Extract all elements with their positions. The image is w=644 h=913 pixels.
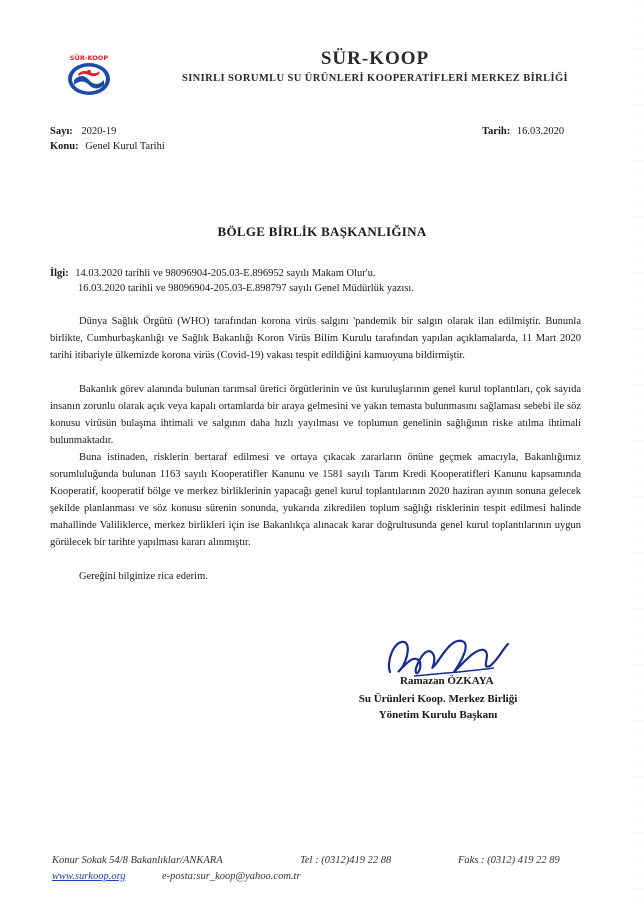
surkoop-logo (64, 52, 114, 98)
footer-email: e-posta:sur_koop@yahoo.com.tr (162, 871, 301, 882)
tarih-row (482, 126, 564, 137)
tarih-label: Tarih: (482, 126, 511, 137)
paragraph-3: Buna istinaden, risklerin bertaraf edilmesi ve ortaya çıkacak zararların önüne geçmek amacıyla, Bakanlığımız sorumluluğunda bulunan 1163 sayılı Kooperatifler Kanunu ve 1581 sayılı Tarım Kredi Kooperatifleri Kanunu kapsamında Kooperatif, kooperatif bölge ve merkez birliklerinin yapacağı genel kurul toplantılarının 2020 haziran ayının sonuna gelecek şekilde planlanması ve söz konusu sürenin sonunda, yukarıda zikredilen toplum sağlığı risklerinin tespit edilmesi halinde mahallinde Valiliklerce, merkez birlikleri için ise Bakanlıkça alınacak karar doğrultusunda genel kurul toplantılarının uygun görülecek bir tarihte yapılması kararı alınmıştır. (50, 452, 581, 548)
addressee: BÖLGE BİRLİK BAŞKANLIĞINA (217, 224, 427, 239)
paragraph-closing: Gereğini bilginize rica ederim. (79, 571, 208, 582)
org-title: SÜR-KOOP (320, 48, 430, 69)
ilgi-label: İlgi: (50, 268, 69, 279)
footer-address: Konur Sokak 54/8 Bakanlıklar/ANKARA (52, 855, 223, 866)
website-link[interactable]: www.surkoop.org (52, 871, 126, 882)
ilgi-ref1: 14.03.2020 tarihli ve 98096904-205.03-E.896952 sayılı Makam Olur'u. (75, 268, 376, 279)
paragraph-2: Bakanlık görev alanında bulunan tarımsal üretici örgütlerinin ve üst kuruluşlarının genel kurul toplantıları, çok sayıda insanın zorunlu olarak açık veya kapalı ortamlarda bir araya gelmesini ve yakın temasta bulunmasını sağlaması sebebi ile söz konusu virüsün bulaşma ihtimali ve salgının daha hızlı yayılması ve toplumun genelinin sağlığının riske atılma ihtimali bulunmaktadır. (50, 384, 581, 446)
logo-text: SÜR-KOOP (69, 54, 109, 62)
signatory-position: Yönetim Kurulu Başkanı (378, 709, 498, 721)
tarih-value: 16.03.2020 (516, 126, 565, 137)
signatory-org: Su Ürünleri Koop. Merkez Birliği (358, 693, 518, 705)
signatory-name: Ramazan ÖZKAYA (400, 675, 494, 687)
konu-value: Genel Kurul Tarihi (85, 141, 165, 152)
ilgi-line1 (50, 268, 376, 279)
paragraph-1: Dünya Sağlık Örgütü (WHO) tarafından korona virüs salgını 'pandemik bir salgın olarak ilan edilmiştir. Bununla birlikte, Cumhurbaşkanlığı ve Sağlık Bakanlığı Koron Virüs Bilim Kurulu tarafından yapılan açıklamalarda, 11 Mart 2020 tarihi itibariyle ülkemizde korona virüs (Covid-19) vakası tespit edildiğini kamuoyuna bildirmiştir. (50, 316, 581, 361)
footer-tel: Tel : (0312)419 22 88 (300, 855, 392, 866)
konu-row (50, 141, 165, 152)
footer-fax: Faks : (0312) 419 22 89 (458, 855, 560, 866)
org-subtitle: SINIRLI SORUMLU SU ÜRÜNLERİ KOOPERATİFLERİ MERKEZ BİRLİĞİ (181, 73, 569, 84)
sayi-value: 2020-19 (81, 126, 117, 137)
sayi-row (50, 126, 116, 137)
scan-edge (630, 0, 644, 913)
konu-label: Konu: (50, 141, 79, 152)
sayi-label: Sayı: (50, 126, 73, 137)
ilgi-ref2: 16.03.2020 tarihli ve 98096904-205.03-E.898797 sayılı Genel Müdürlük yazısı. (78, 283, 414, 294)
